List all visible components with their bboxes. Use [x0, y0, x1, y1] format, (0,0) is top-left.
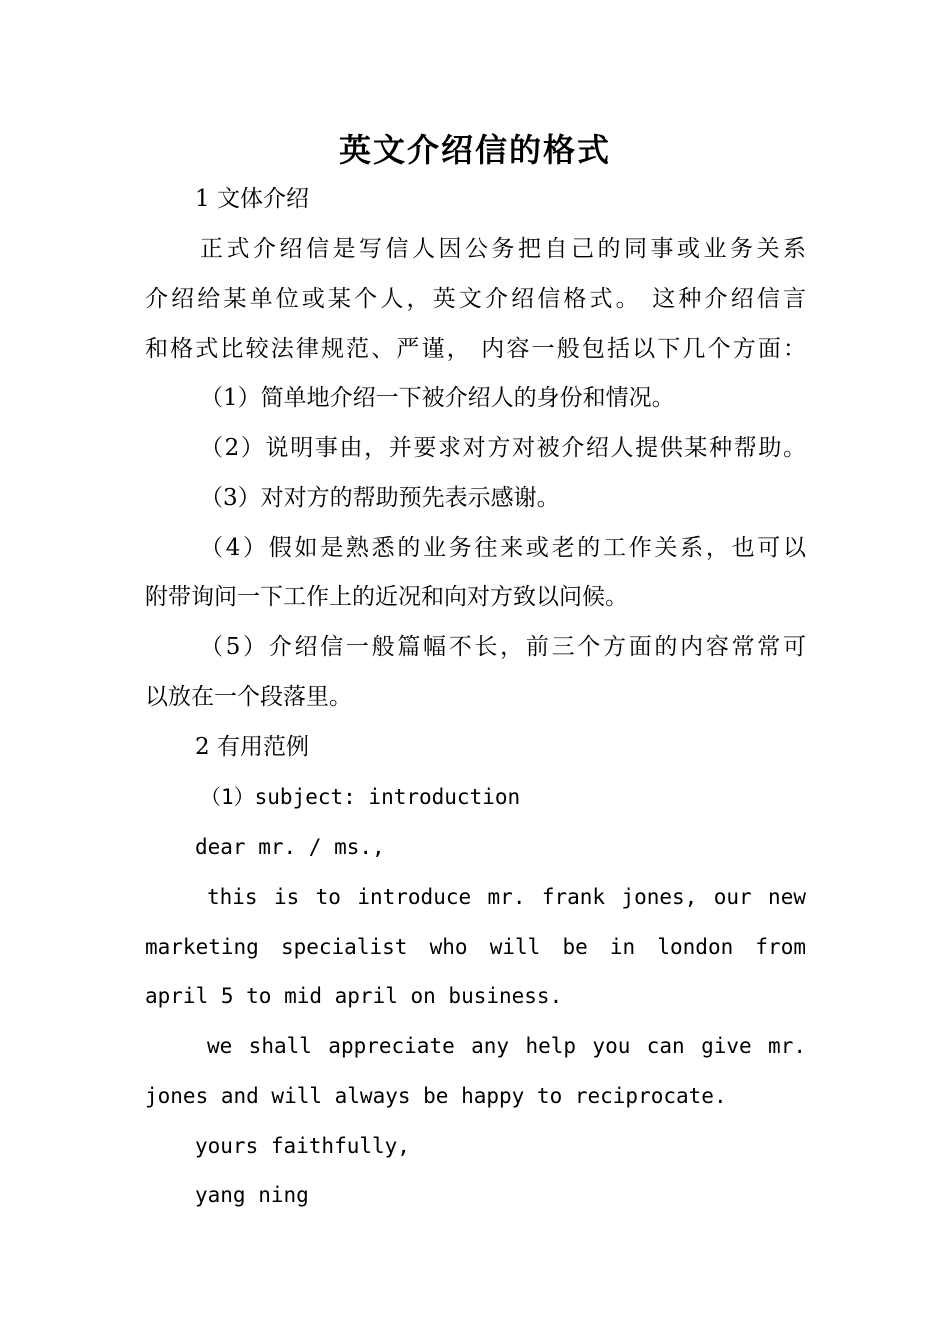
section-heading-examples: 2 有用范例 — [195, 734, 309, 760]
letter-salutation: dear mr. / ms., — [195, 835, 385, 859]
letter-body-1-line-3: april 5 to mid april on business. — [145, 984, 563, 1008]
point-1: （1）简单地介绍一下被介绍人的身份和情况。 — [200, 385, 675, 411]
intro-paragraph-line-1: 正式介绍信是写信人因公务把自己的同事或业务关系 — [200, 236, 806, 262]
example-subject-text: （1）subject: introduction — [200, 785, 521, 809]
point-4-line-1: （4）假如是熟悉的业务往来或老的工作关系，也可以 — [200, 535, 806, 561]
point-5-line-2: 以放在一个段落里。 — [145, 684, 352, 710]
intro-paragraph-line-3: 和格式比较法律规范、严谨， 内容一般包括以下几个方面： — [145, 336, 806, 362]
section-heading-style-intro: 1 文体介绍 — [195, 186, 309, 212]
point-3: （3）对对方的帮助预先表示感谢。 — [200, 485, 560, 511]
point-2: （2）说明事由，并要求对方对被介绍人提供某种帮助。 — [200, 435, 806, 461]
intro-paragraph-line-2: 介绍给某单位或某个人，英文介绍信格式。 这种介绍信言 — [145, 286, 806, 312]
letter-body-1-line-2: marketing specialist who will be in london from — [145, 935, 806, 959]
document-title: 英文介绍信的格式 — [338, 131, 611, 169]
letter-body-2-line-1: we shall appreciate any help you can give mr. — [207, 1034, 806, 1058]
letter-closing: yours faithfully, — [195, 1134, 410, 1158]
point-5-line-1: （5）介绍信一般篇幅不长，前三个方面的内容常常可 — [200, 634, 806, 660]
letter-body-2-line-2: jones and will always be happy to reciprocate. — [145, 1084, 727, 1108]
letter-body-1-line-1: this is to introduce mr. frank jones, our new — [207, 885, 806, 909]
letter-signature: yang ning — [195, 1183, 309, 1207]
point-4-line-2: 附带询问一下工作上的近况和向对方致以问候。 — [145, 584, 628, 610]
example-subject — [200, 779, 520, 815]
